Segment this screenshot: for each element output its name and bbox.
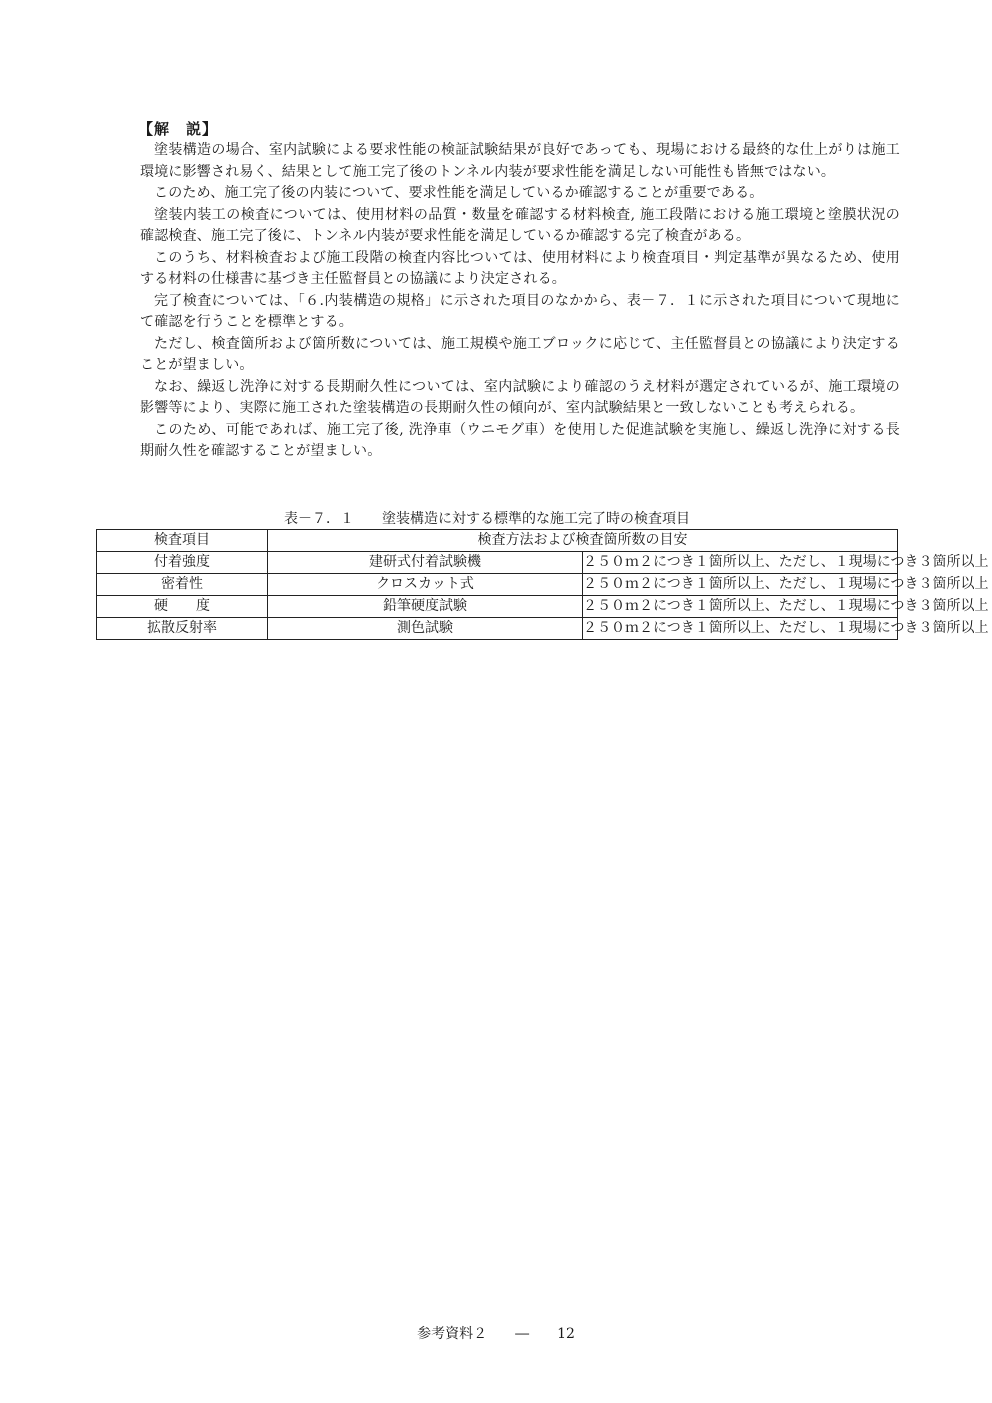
- cell-method: 測色試験: [268, 618, 583, 640]
- commentary-section: [140, 118, 900, 463]
- paragraph: ただし、検査箇所および箇所数については、施工規模や施工ブロックに応じて、主任監督員との協議により決定することが望ましい。: [140, 335, 900, 373]
- cell-item: 硬 度: [97, 596, 268, 618]
- section-heading: 【解 説】: [138, 120, 219, 138]
- paragraph: このため、可能であれば、施工完了後, 洗浄車（ウニモグ車）を使用した促進試験を実施し、繰返し洗浄に対する長期耐久性を確認することが望ましい。: [140, 421, 900, 459]
- table-header-row: [97, 530, 898, 552]
- header-method-freq: 検査方法および検査箇所数の目安: [268, 530, 898, 552]
- cell-frequency: ２５０ｍ２につき１箇所以上、ただし、１現場につき３箇所以上: [583, 596, 898, 618]
- paragraph: このため、施工完了後の内装について、要求性能を満足しているか確認することが重要である。: [154, 185, 764, 201]
- paragraph: 塗装構造の場合、室内試験による要求性能の検証試験結果が良好であっても、現場における最終的な仕上がりは施工環境に影響され易く、結果として施工完了後のトンネル内装が要求性能を満足しない可能性も皆無ではない。: [140, 142, 900, 180]
- inspection-table: [96, 529, 989, 640]
- paragraph: このうち、材料検査および施工段階の検査内容比ついては、使用材料により検査項目・判定基準が異なるため、使用する材料の仕様書に基づき主任監督員との協議により決定される。: [140, 249, 900, 287]
- page-footer: 参考資料２ ― 12: [417, 1326, 575, 1342]
- cell-frequency: ２５０ｍ２につき１箇所以上、ただし、１現場につき３箇所以上: [583, 574, 898, 596]
- cell-item: 拡散反射率: [97, 618, 268, 640]
- table-row: [97, 596, 898, 618]
- table-row: [97, 574, 898, 596]
- table-row: [97, 552, 898, 574]
- cell-frequency: ２５０ｍ２につき１箇所以上、ただし、１現場につき３箇所以上: [583, 618, 898, 640]
- table-caption: 表－７．１ 塗装構造に対する標準的な施工完了時の検査項目: [284, 511, 690, 527]
- cell-item: 付着強度: [97, 552, 268, 574]
- cell-method: 建研式付着試験機: [268, 552, 583, 574]
- paragraph: 塗装内装工の検査については、使用材料の品質・数量を確認する材料検査, 施工段階における施工環境と塗膜状況の確認検査、施工完了後に、トンネル内装が要求性能を満足しているか確認する完了検査がある。: [140, 206, 900, 244]
- cell-method: クロスカット式: [268, 574, 583, 596]
- paragraph: なお、繰返し洗浄に対する長期耐久性については、室内試験により確認のうえ材料が選定されているが、施工環境の影響等により、実際に施工された塗装構造の長期耐久性の傾向が、室内試験結果と一致しないことも考えられる。: [140, 378, 900, 416]
- cell-method: 鉛筆硬度試験: [268, 596, 583, 618]
- header-item: 検査項目: [97, 530, 268, 552]
- paragraph: 完了検査については、「６.内装構造の規格」に示された項目のなかから、表－７．１に示された項目について現地にて確認を行うことを標準とする。: [140, 292, 900, 330]
- cell-item: 密着性: [97, 574, 268, 596]
- cell-frequency: ２５０ｍ２につき１箇所以上、ただし、１現場につき３箇所以上: [583, 552, 898, 574]
- table-row: [97, 618, 898, 640]
